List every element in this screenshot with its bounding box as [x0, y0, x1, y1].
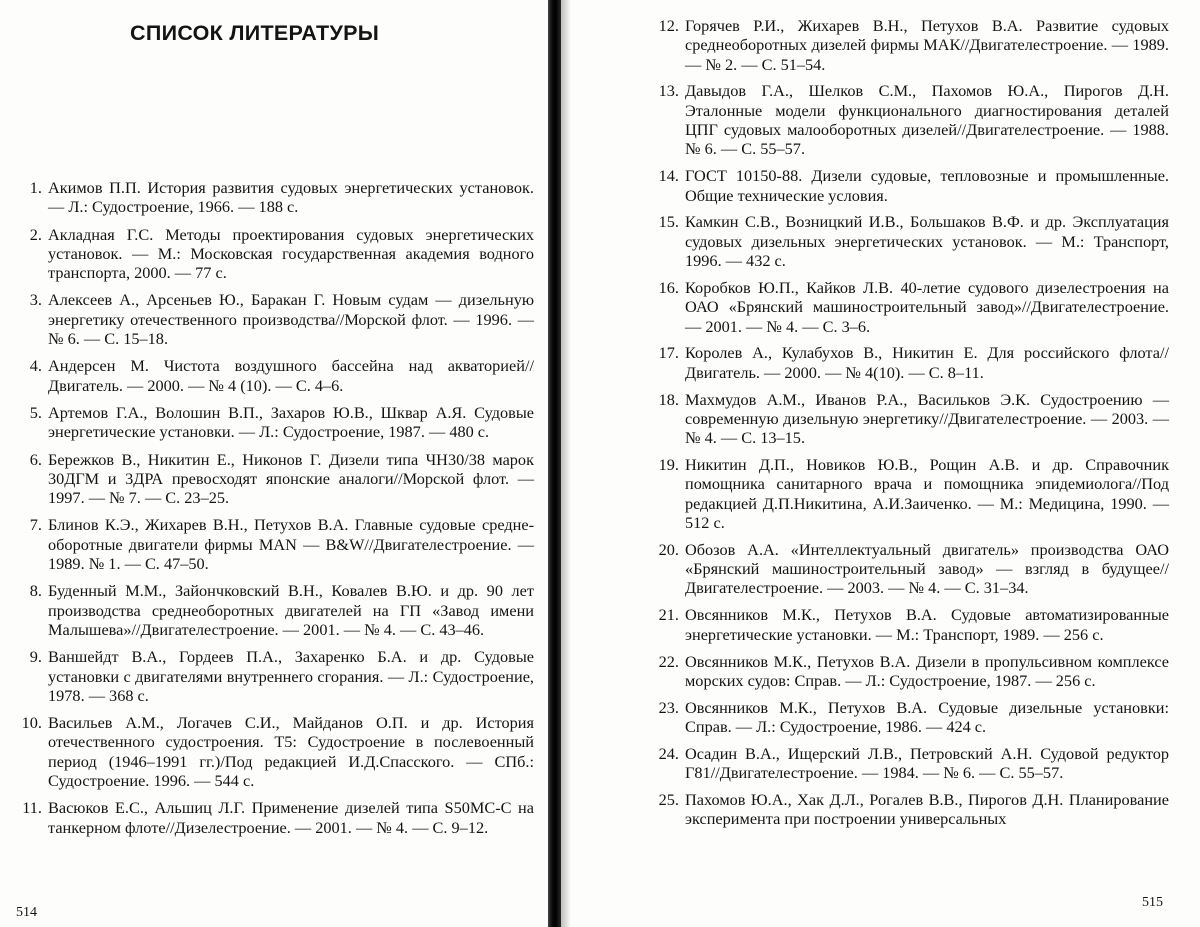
reference-item	[24, 225, 534, 283]
reference-number: 24.	[653, 744, 685, 763]
reference-item	[659, 81, 1169, 158]
reference-text: Овсянников М.К., Петухов В.А. Судовые дизельные установки: Справ. — Л.: Судостроение, 1986. — 424 с.	[685, 698, 1169, 737]
reference-number: 13.	[653, 81, 685, 100]
reference-item	[24, 581, 534, 639]
reference-text: Васильев А.М., Логачев С.И., Майданов О.П. и др. История отечественного судостроения. Т5: Судостроение в послевоенный период (1946–1991 гг.)/Под редакцией И.Д.Спасского. — СПб.: Судостроение. 1996. — 544 с.	[48, 713, 534, 790]
reference-number: 9.	[24, 647, 48, 666]
reference-number: 15.	[653, 212, 685, 231]
reference-item	[24, 798, 534, 837]
reference-number: 3.	[24, 290, 48, 309]
reference-text: Обозов А.А. «Интеллектуальный двигатель» производства ОАО «Брянский машиностроительный завод» — взгляд в будущее//Двигателестроение. — 2003. — № 4. — С. 31–34.	[685, 540, 1169, 598]
reference-number: 19.	[653, 455, 685, 474]
reference-number: 6.	[24, 450, 48, 469]
reference-number: 21.	[653, 605, 685, 624]
reference-number: 1.	[24, 178, 48, 197]
reference-item	[659, 278, 1169, 336]
reference-number: 11.	[12, 798, 48, 817]
reference-item	[659, 698, 1169, 737]
reference-number: 5.	[24, 403, 48, 422]
reference-item	[24, 403, 534, 442]
reference-item	[659, 540, 1169, 598]
reference-text: Королев А., Кулабухов В., Никитин Е. Для российского флота//Двигатель. — 2000. — № 4(10). — С. 8–11.	[685, 343, 1169, 382]
reference-item	[659, 166, 1169, 205]
reference-text: Овсянников М.К., Петухов В.А. Судовые автоматизированные энергетические установки. — М.: Транспорт, 1989. — 256 с.	[685, 605, 1169, 644]
reference-text: Андерсен М. Чистота воздушного бассейна над акваторией//Двигатель. — 2000. — № 4 (10). — С. 4–6.	[48, 356, 534, 395]
reference-number: 18.	[653, 390, 685, 409]
reference-text: Никитин Д.П., Новиков Ю.В., Рощин А.В. и др. Справочник помощника санитарного врача и помощника эпидемиолога//Под редакцией Д.П.Никитина, А.И.Заиченко. — М.: Медицина, 1990. — 512 с.	[685, 455, 1169, 532]
reference-text: Ваншейдт В.А., Гордеев П.А., Захаренко Б.А. и др. Судовые установки с двигателями внутреннего сгорания. — Л.: Судостроение, 1978. — 368 с.	[48, 647, 534, 705]
reference-number: 14.	[653, 166, 685, 185]
reference-text: Акимов П.П. История развития судовых энергетических установок. — Л.: Судостроение, 1966. — 188 с.	[48, 178, 534, 217]
reference-item	[659, 455, 1169, 532]
reference-number: 22.	[653, 652, 685, 671]
reference-text: Артемов Г.А., Волошин В.П., Захаров Ю.В., Шквар А.Я. Судовые энергетические установки. — Л.: Судостроение, 1987. — 480 с.	[48, 403, 534, 442]
reference-item	[659, 16, 1169, 74]
reference-text: Коробков Ю.П., Кайков Л.В. 40-летие судового дизелестроения на ОАО «Брянский машиностроительный завод»//Двигателестроение. — 2001. — № 4. — С. 3–6.	[685, 278, 1169, 336]
reference-number: 8.	[24, 581, 48, 600]
reference-text: Горячев Р.И., Жихарев В.Н., Петухов В.А. Развитие судовых среднеоборотных дизелей фирмы МАК//Двигателестроение. — 1989. — № 2. — С. 51–54.	[685, 16, 1169, 74]
reference-text: ГОСТ 10150-88. Дизели судовые, тепловозные и промышленные. Общие технические условия.	[685, 166, 1169, 205]
reference-text: Осадин В.А., Ищерский Л.В., Петровский А.Н. Судовой редуктор Г81//Двигателестроение. — 1984. — № 6. — С. 55–57.	[685, 744, 1169, 783]
reference-item	[24, 713, 534, 790]
reference-text: Камкин С.В., Возницкий И.В., Большаков В.Ф. и др. Эксплуатация судовых дизельных энергетических установок. — М.: Транспорт, 1996. — 432 с.	[685, 212, 1169, 270]
reference-text: Пахомов Ю.А., Хак Д.Л., Рогалев В.В., Пирогов Д.Н. Планирование эксперимента при построении универсальных	[685, 790, 1169, 829]
reference-number: 12.	[653, 16, 685, 35]
page-number-left: 514	[16, 905, 37, 921]
page-number-right: 515	[1142, 895, 1163, 911]
reference-text: Махмудов А.М., Иванов Р.А., Васильков Э.К. Судостроению — современную дизельную энергетику//Двигателестроение. — 2003. — № 4. — С. 13–15.	[685, 390, 1169, 448]
reference-item	[659, 605, 1169, 644]
reference-text: Блинов К.Э., Жихарев В.Н., Петухов В.А. Главные судовые средне-оборотные двигатели фирмы MAN — B&W//Двигателестроение. — 1989. № 1. — С. 47–50.	[48, 515, 534, 573]
book-spread	[0, 0, 1200, 927]
reference-item	[24, 647, 534, 705]
reference-item	[24, 356, 534, 395]
reference-text: Давыдов Г.А., Шелков С.М., Пахомов Ю.А., Пирогов Д.Н. Эталонные модели функционального диагностирования деталей ЦПГ судовых малооборотных дизелей//Двигателестроение. — 1988. № 6. — С. 55–57.	[685, 81, 1169, 158]
reference-list-right	[659, 16, 1169, 836]
reference-text: Овсянников М.К., Петухов В.А. Дизели в пропульсивном комплексе морских судов: Справ. — Л.: Судостроение, 1987. — 256 с.	[685, 652, 1169, 691]
left-page	[0, 0, 548, 927]
spine-shadow	[561, 0, 571, 927]
reference-number: 20.	[653, 540, 685, 559]
reference-number: 4.	[24, 356, 48, 375]
reference-item	[659, 212, 1169, 270]
reference-number: 10.	[12, 713, 48, 732]
reference-text: Бережков В., Никитин Е., Никонов Г. Дизели типа ЧН30/38 марок 30ДГМ и 3ДРА превосходят японские аналоги//Морской флот. — 1997. — № 7. — С. 23–25.	[48, 450, 534, 508]
reference-item	[24, 178, 534, 217]
reference-item	[659, 343, 1169, 382]
reference-text: Алексеев А., Арсеньев Ю., Баракан Г. Новым судам — дизельную энергетику отечественного производства//Морской флот. — 1996. — № 6. — С. 15–18.	[48, 290, 534, 348]
reference-number: 23.	[653, 698, 685, 717]
reference-number: 2.	[24, 225, 48, 244]
reference-text: Васюков Е.С., Альшиц Л.Г. Применение дизелей типа S50МС-С на танкерном флоте//Дизелестроение. — 2001. — № 4. — С. 9–12.	[48, 798, 534, 837]
reference-item	[24, 450, 534, 508]
right-page	[571, 0, 1200, 927]
reference-text: Акладная Г.С. Методы проектирования судовых энергетических установок. — М.: Московская государственная академия водного транспорта, 2000. — 77 с.	[48, 225, 534, 283]
reference-item	[659, 652, 1169, 691]
reference-text: Буденный М.М., Зайончковский В.Н., Ковалев В.Ю. и др. 90 лет производства среднеоборотных двигателей на ГП «Завод имени Малышева»//Двигателестроение. — 2001. — № 4. — С. 43–46.	[48, 581, 534, 639]
reference-number: 25.	[653, 790, 685, 809]
reference-list-left	[24, 178, 534, 845]
reference-number: 7.	[24, 515, 48, 534]
reference-item	[659, 744, 1169, 783]
reference-item	[659, 790, 1169, 829]
reference-item	[24, 290, 534, 348]
book-spine	[548, 0, 561, 927]
reference-number: 16.	[653, 278, 685, 297]
reference-item	[24, 515, 534, 573]
reference-number: 17.	[653, 343, 685, 362]
page-title: СПИСОК ЛИТЕРАТУРЫ	[130, 21, 379, 46]
reference-item	[659, 390, 1169, 448]
